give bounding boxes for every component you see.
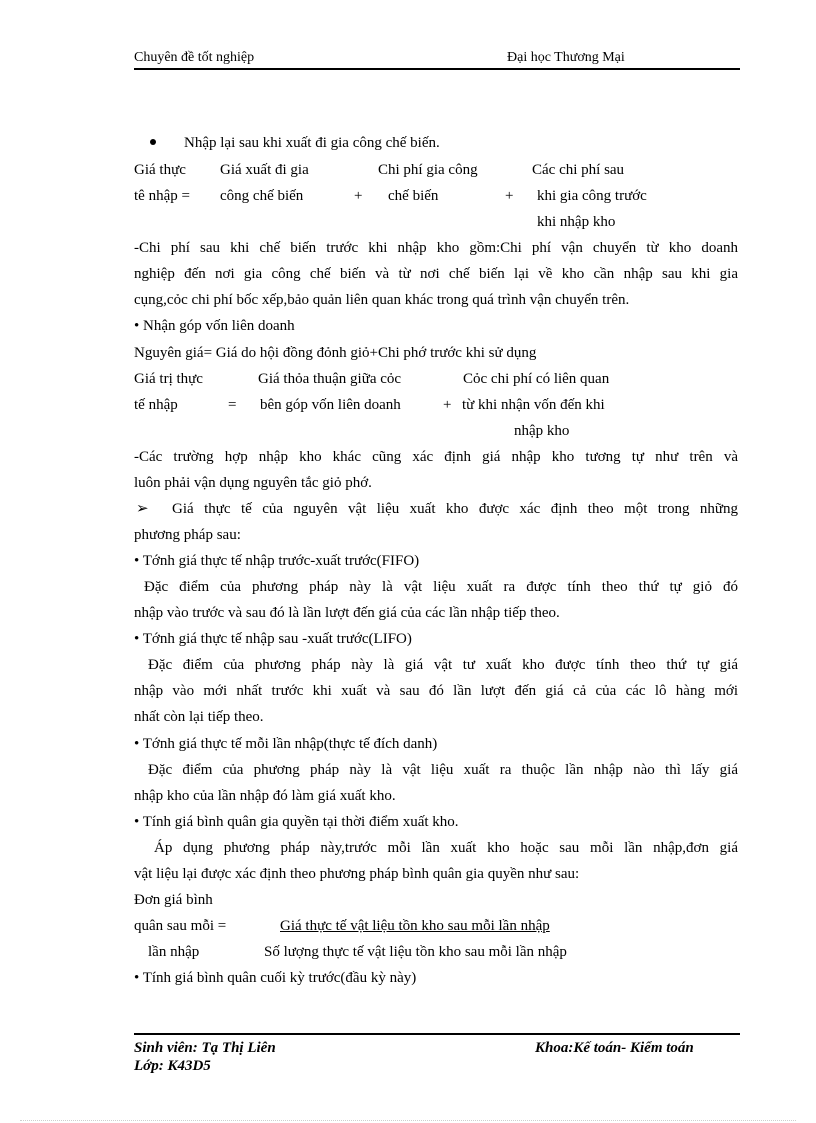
footer-faculty: Khoa:Kế toán- Kiểm toán — [535, 1040, 694, 1056]
p4-line1: Đặc điểm của phương pháp này là vật liệu xuất ra được tính theo thứ tự giỏ đó — [144, 579, 738, 595]
p2-line1: -Các trường hợp nhập kho khác cũng xác định giá nhập kho tương tự như trên và — [134, 449, 738, 465]
f2-r1c2: Giá thỏa thuận giữa cỏc — [258, 371, 402, 387]
f1-r1c3: Chi phí gia công — [378, 162, 478, 178]
f2-r3c3: nhập kho — [514, 423, 570, 439]
f1-r2c2: công chế biến — [220, 188, 304, 204]
footer-divider — [134, 1033, 740, 1035]
footer-class: Lớp: K43D5 — [134, 1058, 211, 1074]
f1-r1c2: Giá xuất đi gia — [220, 162, 309, 178]
f2-r1c3: Cỏc chi phí có liên quan — [463, 371, 610, 387]
p2-line2: luôn phải vận dụng nguyên tắc giỏ phớ. — [134, 475, 372, 491]
p7-line1: Áp dụng phương pháp này,trước mỗi lần xuất kho hoặc sau mỗi lần nhập,đơn giá — [154, 840, 738, 856]
bullet-reprocess: Nhập lại sau khi xuất đi gia công chế biến. — [184, 135, 440, 151]
nguyen-gia-formula: Nguyên giá= Giá do hội đồng đỏnh giỏ+Chi phớ trước khi sử dụng — [134, 345, 537, 361]
bullet-specific: • Tớnh giá thực tế mỗi lần nhập(thực tế đích danh) — [134, 736, 438, 752]
p6-line1: Đặc điểm của phương pháp này là vật liệu xuất ra thuộc lần nhập nào thì lấy giá — [148, 762, 738, 778]
p4-line2: nhập vào trước và sau đó là lần lượt đến giá của các lần nhập tiếp theo. — [134, 605, 560, 621]
f2-eq: = — [228, 397, 237, 413]
page-bottom-border — [20, 1120, 796, 1121]
p5-line2: nhập vào mới nhất trước khi xuất và sau đó lần lượt đến giá cả của các lô hàng mới — [134, 683, 738, 699]
p3-line2: phương pháp sau: — [134, 527, 241, 543]
f3-l1: Đơn giá bình — [134, 892, 213, 908]
f1-r3c4: khi nhập kho — [537, 214, 616, 230]
f3-denominator: Số lượng thực tế vật liệu tồn kho sau mỗi lần nhập — [264, 944, 567, 960]
bullet-dot-icon — [150, 139, 156, 145]
p3-line1: Giá thực tế của nguyên vật liệu xuất kho được xác định theo một trong những — [172, 501, 738, 517]
header-left: Chuyên đề tốt nghiệp — [134, 50, 255, 65]
f1-r2c4: khi gia công trước — [537, 188, 647, 204]
f3-l2: quân sau mỗi = — [134, 918, 227, 934]
header-divider — [134, 68, 740, 70]
bullet-weighted-average: • Tính giá bình quân gia quyền tại thời điểm xuất kho. — [134, 814, 459, 830]
f1-r2c3: chế biến — [388, 188, 439, 204]
f1-plus1: + — [354, 188, 363, 204]
footer-student: Sinh viên: Tạ Thị Liên — [134, 1040, 276, 1056]
p6-line2: nhập kho của lần nhập đó làm giá xuất kho. — [134, 788, 396, 804]
p7-line2: vật liệu lại được xác định theo phương pháp bình quân gia quyền như sau: — [134, 866, 580, 882]
p5-line3: nhất còn lại tiếp theo. — [134, 709, 264, 725]
p5-line1: Đặc điểm của phương pháp này là giá vật tư xuất kho được tính theo thứ tự giá — [148, 657, 738, 673]
bullet-lifo: • Tớnh giá thực tế nhập sau -xuất trước(LIFO) — [134, 631, 412, 647]
p1-line1: -Chi phí sau khi chế biến trước khi nhập kho gồm:Chi phí vận chuyển từ kho doanh — [134, 240, 738, 256]
p1-line3: cụng,cỏc chi phí bốc xếp,bảo quản liên quan khác trong quá trình vận chuyển trên. — [134, 292, 630, 308]
f3-l3: lần nhập — [148, 944, 200, 960]
f2-plus: + — [443, 397, 452, 413]
arrow-bullet-icon: ➢ — [136, 501, 149, 517]
bullet-period-average: • Tính giá bình quân cuối kỳ trước(đầu kỳ này) — [134, 970, 417, 986]
p1-line2: nghiệp đến nơi gia công chế biến và từ nơi chế biến lại về kho cần nhập sau khi gia — [134, 266, 738, 282]
f2-r2c3: từ khi nhận vốn đến khi — [462, 397, 605, 413]
f1-r1c4: Các chi phí sau — [532, 162, 625, 178]
header-right: Đại học Thương Mại — [507, 50, 625, 65]
f2-r2c1: tế nhập — [134, 397, 178, 413]
f3-numerator: Giá thực tế vật liệu tồn kho sau mỗi lần nhập — [280, 918, 550, 934]
f1-r1c1: Giá thực — [134, 162, 186, 178]
bullet-joint-venture: • Nhận góp vốn liên doanh — [134, 318, 295, 334]
f1-r2c1: tê nhập = — [134, 188, 190, 204]
f2-r1c1: Giá trị thực — [134, 371, 203, 387]
f2-r2c2: bên góp vốn liên doanh — [260, 397, 401, 413]
f1-plus2: + — [505, 188, 514, 204]
bullet-fifo: • Tớnh giá thực tế nhập trước-xuất trước(FIFO) — [134, 553, 420, 569]
